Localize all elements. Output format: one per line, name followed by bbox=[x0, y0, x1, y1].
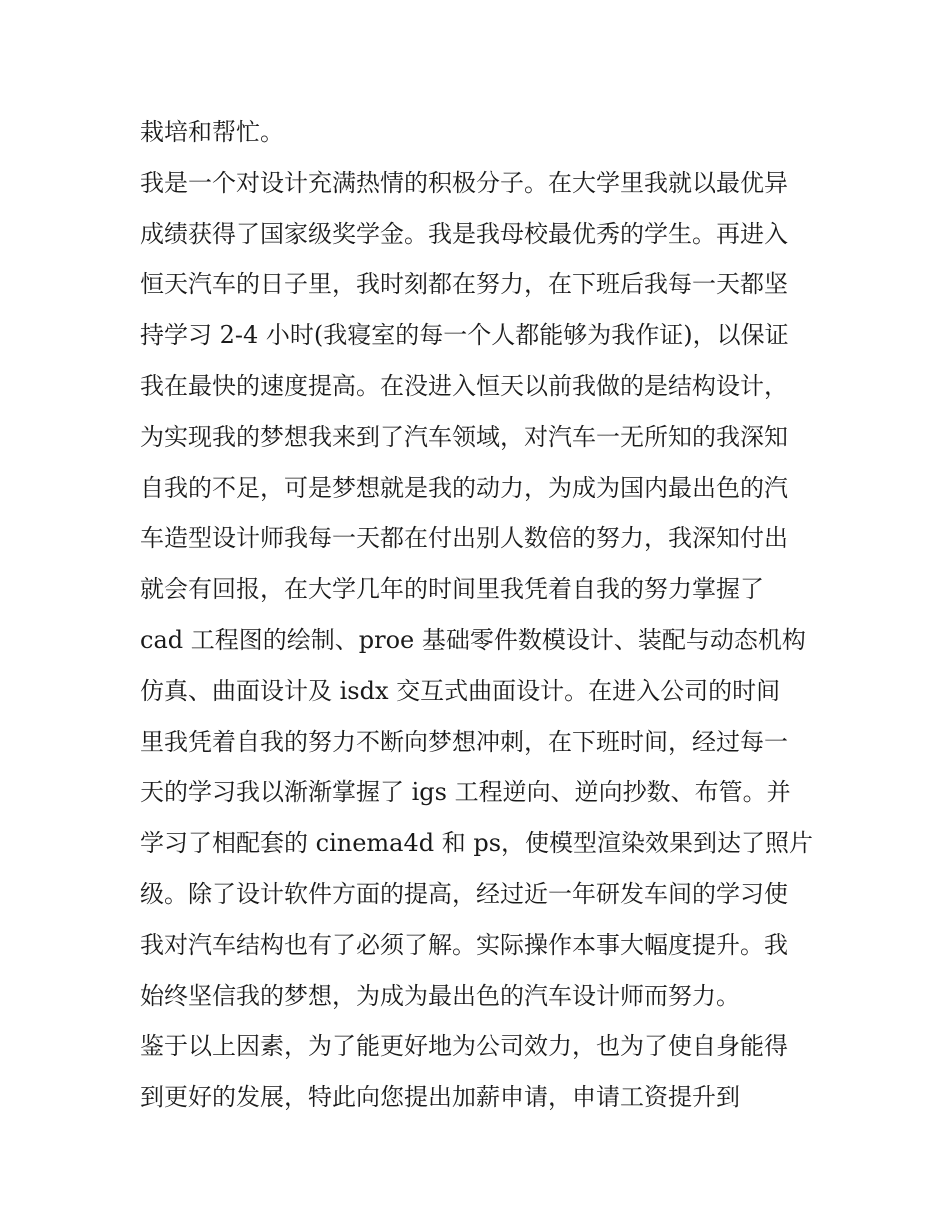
text-line: 栽培和帮忙。 bbox=[140, 118, 284, 146]
text-line: 为实现我的梦想我来到了汽车领域，对汽车一无所知的我深知 bbox=[140, 422, 788, 451]
text-line: 到更好的发展，特此向您提出加薪申请，申请工资提升到 bbox=[140, 1083, 740, 1112]
text-line: 里我凭着自我的努力不断向梦想冲刺，在下班时间，经过每一 bbox=[140, 727, 788, 756]
text-line: 我在最快的速度提高。在没进入恒天以前我做的是结构设计， bbox=[140, 371, 788, 400]
text-line: 级。除了设计软件方面的提高，经过近一年研发车间的学习使 bbox=[140, 879, 788, 908]
text-line: 持学习 2-4 小时(我寝室的每一个人都能够为我作证)，以保证 bbox=[140, 321, 789, 350]
text-line: cad 工程图的绘制、proe 基础零件数模设计、装配与动态机构 bbox=[140, 625, 806, 654]
text-line: 仿真、曲面设计及 isdx 交互式曲面设计。在进入公司的时间 bbox=[140, 676, 781, 705]
text-line: 就会有回报，在大学几年的时间里我凭着自我的努力掌握了 bbox=[140, 575, 764, 604]
text-line: 始终坚信我的梦想，为成为最出色的汽车设计师而努力。 bbox=[140, 981, 740, 1010]
text-line: 我对汽车结构也有了必须了解。实际操作本事大幅度提升。我 bbox=[140, 930, 788, 959]
text-line: 自我的不足，可是梦想就是我的动力，为成为国内最出色的汽 bbox=[140, 473, 788, 502]
text-line: 车造型设计师我每一天都在付出别人数倍的努力，我深知付出 bbox=[140, 524, 788, 553]
text-line: 鉴于以上因素，为了能更好地为公司效力，也为了使自身能得 bbox=[140, 1032, 788, 1061]
body-text bbox=[140, 107, 830, 1123]
text-line: 我是一个对设计充满热情的积极分子。在大学里我就以最优异 bbox=[140, 168, 788, 197]
text-line: 学习了相配套的 cinema4d 和 ps，使模型渲染效果到达了照片 bbox=[140, 829, 814, 858]
text-line: 成绩获得了国家级奖学金。我是我母校最优秀的学生。再进入 bbox=[140, 219, 788, 248]
text-line: 恒天汽车的日子里，我时刻都在努力，在下班后我每一天都坚 bbox=[140, 270, 788, 299]
text-line: 天的学习我以渐渐掌握了 igs 工程逆向、逆向抄数、布管。并 bbox=[140, 778, 791, 807]
